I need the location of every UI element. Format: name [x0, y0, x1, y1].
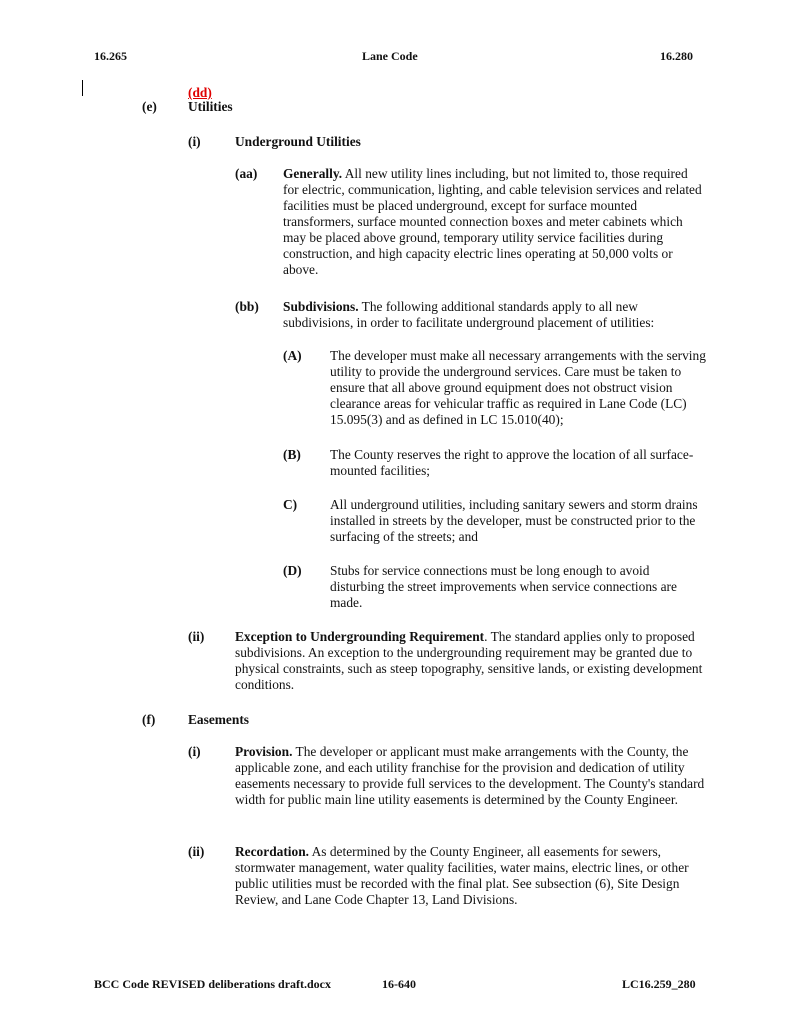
item-bb-text: The following additional standards apply to all new subdivisions, in order to facilitate underground placement of utilities:: [283, 299, 655, 330]
subsection-f-ii-text: As determined by the County Engineer, all easements for sewers, stormwater management, water quality facilities, water mains, electric lines, or other public utilities must be recorded with the final plat. See subsection (6), Site Design Review, and Lane Code Chapter 13, Land Divisions.: [235, 844, 689, 907]
item-A-text: The developer must make all necessary arrangements with the serving utility to provide the underground services. Care must be taken to ensure that all above ground equipment does not obstruct vision clearance areas for vehicular traffic as required in Lane Code (LC) 15.095(3) and as defined in LC 15.010(40);: [330, 348, 706, 427]
item-B-text: The County reserves the right to approve the location of all surface-mounted facilities;: [330, 447, 694, 478]
item-bb-label: (bb): [235, 299, 259, 314]
item-D-label: (D): [283, 563, 302, 578]
revision-insertion: (dd): [188, 85, 212, 100]
section-e-title: Utilities: [188, 99, 233, 114]
item-D-text: Stubs for service connections must be long enough to avoid disturbing the street improvements when service connections are made.: [330, 563, 677, 610]
subsection-f-i-paragraph: [235, 744, 707, 808]
section-f-label: (f): [142, 712, 156, 727]
header-section-end: 16.280: [660, 49, 693, 63]
subsection-f-i-label: (i): [188, 744, 201, 759]
subsection-f-ii-paragraph: [235, 844, 707, 908]
item-bb-heading: Subdivisions.: [283, 299, 359, 314]
item-aa-paragraph: [283, 166, 703, 278]
header-section-start: 16.265: [94, 49, 127, 63]
item-aa-heading: Generally.: [283, 166, 343, 181]
item-C-label: C): [283, 497, 298, 512]
section-e-label: (e): [142, 99, 157, 114]
item-bb-paragraph: [283, 299, 703, 331]
subsection-f-i-heading: Provision.: [235, 744, 293, 759]
subsection-e-ii-paragraph: [235, 629, 705, 693]
footer-page-number: 16-640: [382, 977, 416, 991]
item-A-label: (A): [283, 348, 302, 363]
subsection-e-ii-heading: Exception to Undergrounding Requirement: [235, 629, 485, 644]
subsection-e-ii-label: (ii): [188, 629, 205, 644]
subsection-f-i-text: The developer or applicant must make arrangements with the County, the applicable zone, and each utility franchise for the provision and dedication of utility easements necessary to provide full services to the development. The County's standard width for public main line utility easements is determined by the County Engineer.: [235, 744, 705, 807]
header-title: Lane Code: [362, 49, 418, 63]
item-C-text: All underground utilities, including sanitary sewers and storm drains installed in streets by the developer, must be constructed prior to the surfacing of the streets; and: [330, 497, 698, 544]
footer-filename: BCC Code REVISED deliberations draft.docx: [94, 977, 332, 991]
subsection-e-i-label: (i): [188, 134, 201, 149]
subsection-f-ii-label: (ii): [188, 844, 205, 859]
subsection-e-i-title: Underground Utilities: [235, 134, 361, 149]
footer-document-id: LC16.259_280: [622, 977, 696, 991]
item-aa-text: All new utility lines including, but not limited to, those required for electric, communication, lighting, and cable television services and related facilities must be placed underground, except for surface mounted transformers, surface mounted connection boxes and meter cabinets which may be placed above ground, temporary utility service facilities during construction, and high capacity electric lines operating at 50,000 volts or above.: [283, 166, 702, 277]
revision-change-bar: [82, 80, 83, 96]
subsection-f-ii-heading: Recordation.: [235, 844, 310, 859]
section-f-title: Easements: [188, 712, 249, 727]
item-aa-label: (aa): [235, 166, 258, 181]
item-B-label: (B): [283, 447, 301, 462]
subsection-e-ii-text: . The standard applies only to proposed subdivisions. An exception to the undergrounding requirement may be granted due to physical constraints, such as steep topography, sensitive lands, or existing development conditions.: [235, 629, 703, 692]
